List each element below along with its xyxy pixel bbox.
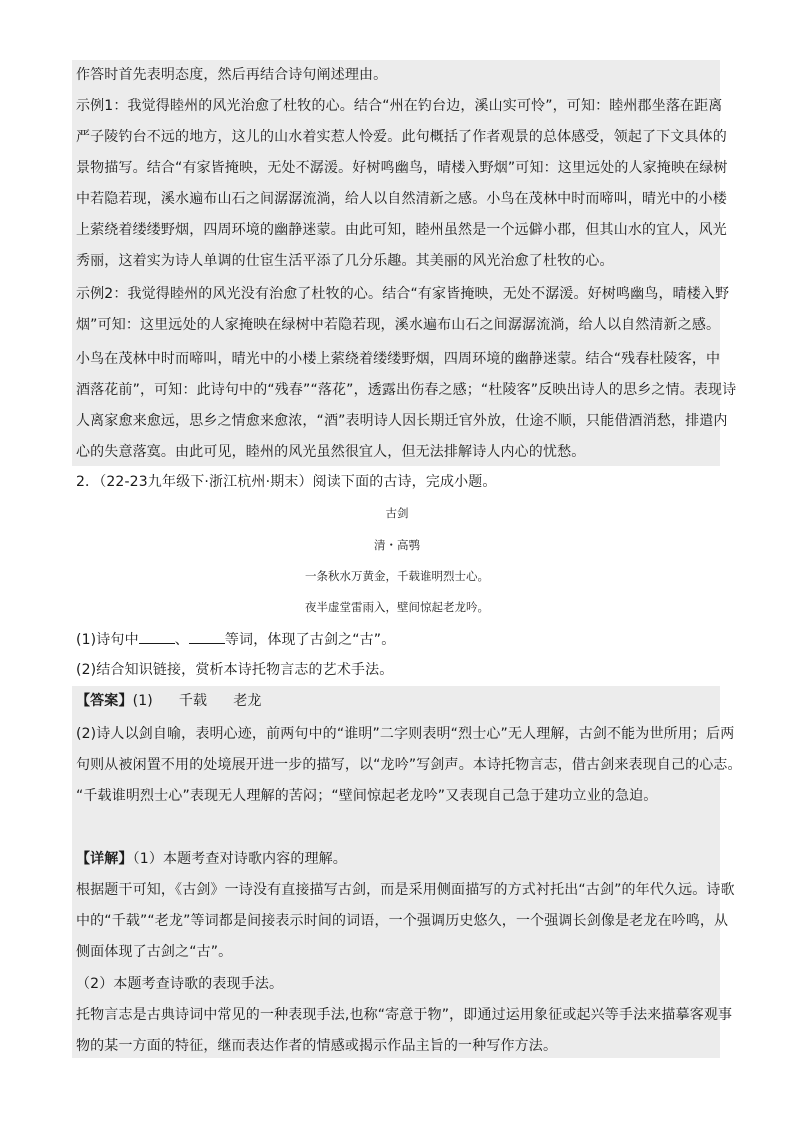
poem-line: 夜半虚堂雷雨入，壁间惊起老龙吟。	[305, 600, 489, 614]
sub-question-1-sep: 、	[174, 632, 189, 648]
answer-blank	[139, 629, 175, 644]
detail-line: 中的“千载”“老龙”等词都是间接表示时间的词语，一个强调历史悠久，一个强调长剑像是老龙在吟鸣，从	[76, 913, 729, 929]
text-line: 秀丽，这着实为诗人单调的仕宦生活平添了几分乐趣。其美丽的风光治愈了杜牧的心。	[76, 253, 614, 269]
sub-question-1-prefix: (1)诗句中	[76, 632, 139, 648]
text-line: 景物描写。结合“有家皆掩映，无处不潺湲。好树鸣幽鸟，晴楼入野烟”可知：这里远处的人家掩映在绿树	[76, 160, 728, 176]
detail-line: 托物言志是古典诗词中常见的一种表现手法,也称“寄意于物”，即通过运用象征或起兴等手法来描摹客观事	[76, 1007, 733, 1023]
detail-line: 物的某一方面的特征，继而表达作者的情感或揭示作品主旨的一种写作方法。	[76, 1038, 558, 1054]
text-line: 心的失意落寞。由此可见，睦州的风光虽然很宜人，但无法排解诗人内心的忧愁。	[76, 444, 586, 460]
sub-question-1	[76, 627, 395, 653]
detail-line: （2）本题考查诗歌的表现手法。	[76, 976, 284, 992]
detail-line: 侧面体现了古剑之“古”。	[76, 944, 233, 960]
answer-blank	[189, 629, 225, 644]
answer-value-1: 千载	[178, 693, 208, 709]
answer-line: “千载谁明烈士心”表现无人理解的苦闷；“壁间惊起老龙吟”又表现自己急于建功立业的急迫。	[76, 788, 658, 804]
text-line: 人离家愈来愈远，思乡之情愈来愈浓，“酒”表明诗人因长期迁官外放，仕途不顺，只能借酒消愁，排遣内	[76, 413, 728, 429]
sub-question-2: (2)结合知识链接，赏析本诗托物言志的艺术手法。	[76, 662, 394, 678]
text-line: 烟”可知：这里远处的人家掩映在绿树中若隐若现，溪水遍布山石之间潺潺流淌，给人以自然清新之感。	[76, 317, 721, 333]
detail-first: （1）本题考查对诗歌内容的理解。	[132, 851, 347, 867]
answer-line: 句则从被闲置不用的处境展开进一步的描写，以“龙吟”写剑声。本诗托物言志，借古剑来表现自己的心志。	[76, 757, 742, 773]
text-line: 酒落花前”，可知：此诗句中的“残春”“落花”，透露出伤春之感；“杜陵客”反映出诗人的思乡之情。表现诗	[76, 382, 737, 398]
text-line: 示例1：我觉得睦州的风光治愈了杜牧的心。结合“州在钓台边，溪山实可怜”，可知：睦州郡坐落在距离	[76, 98, 723, 114]
answer-part-1-number: (1)	[132, 693, 153, 709]
text-line: 示例2：我觉得睦州的风光没有治愈了杜牧的心。结合“有家皆掩映，无处不潺湲。好树鸣幽鸟，晴楼入野	[76, 286, 730, 302]
poem-line: 一条秋水万黄金，千载谁明烈士心。	[305, 569, 489, 583]
answer-value-2: 老龙	[233, 693, 262, 709]
detail-line: 根据题干可知，《古剑》一诗没有直接描写古剑，而是采用侧面描写的方式衬托出“古剑”的年代久远。诗歌	[76, 882, 735, 898]
answer-part-1	[76, 688, 262, 714]
detail-label: 【详解】	[76, 851, 133, 867]
text-line: 上萦绕着缕缕野烟，四周环境的幽静迷蒙。由此可知，睦州虽然是一个远僻小郡，但其山水的宜人，风光	[76, 222, 727, 238]
answer-label: 【答案】	[76, 693, 133, 709]
question-heading: 2．（22-23九年级下·浙江杭州·期末）阅读下面的古诗，完成小题。	[76, 474, 497, 490]
text-line: 中若隐若现，溪水遍布山石之间潺潺流淌，给人以自然清新之感。小鸟在茂林中时而啼叫，晴光中的小楼	[76, 191, 727, 207]
poem-author: 清・高鹗	[374, 538, 420, 552]
answer-line: (2)诗人以剑自喻，表明心迹，前两句中的“谁明”二字则表明“烈士心”无人理解，古剑不能为世所用；后两	[76, 726, 735, 742]
text-line: 作答时首先表明态度，然后再结合诗句阐述理由。	[76, 67, 388, 83]
poem-title: 古剑	[385, 506, 409, 520]
text-line: 严子陵钓台不远的地方，这儿的山水着实惹人怜爱。此句概括了作者观景的总体感受，领起了下文具体的	[76, 129, 727, 145]
text-line: 小鸟在茂林中时而啼叫，晴光中的小楼上萦绕着缕缕野烟，四周环境的幽静迷蒙。结合“残春杜陵客，中	[76, 351, 721, 367]
detail-heading	[76, 846, 347, 872]
sub-question-1-suffix: 等词，体现了古剑之“古”。	[224, 632, 396, 648]
